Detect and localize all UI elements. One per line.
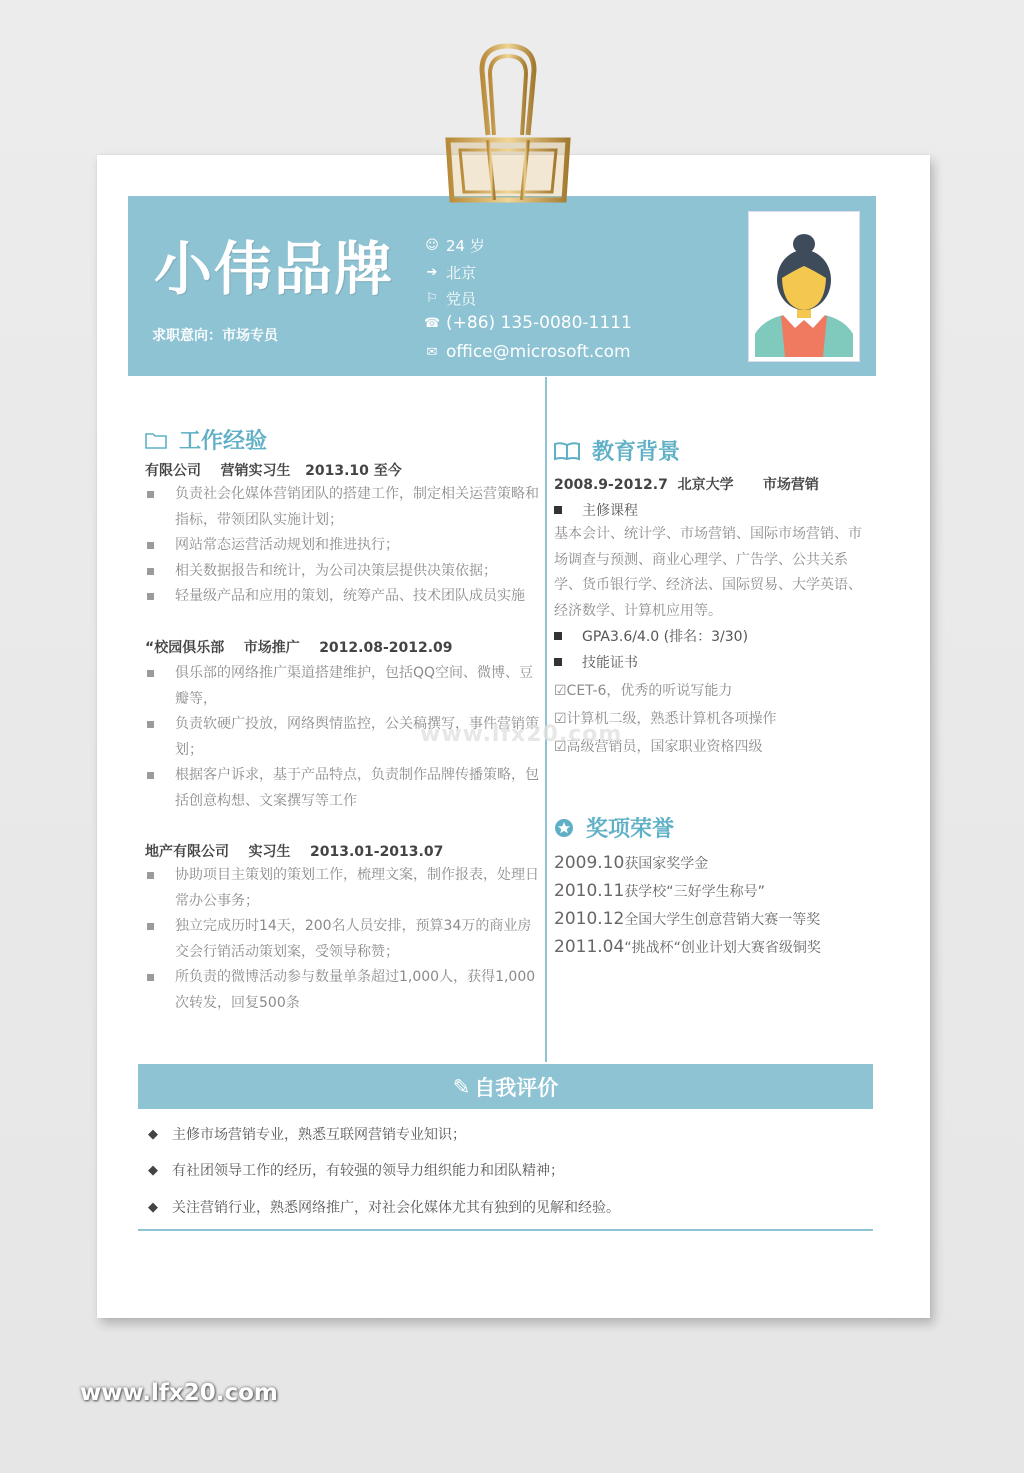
list-item: 网站常态运营活动规划和推进执行； bbox=[145, 533, 541, 559]
education-title-text: 教育背景 bbox=[592, 440, 681, 465]
envelope-icon: ✉ bbox=[426, 344, 438, 360]
contact-phone bbox=[424, 313, 632, 333]
contact-political bbox=[424, 288, 476, 309]
list-item: 俱乐部的网络推广渠道搭建维护，包括QQ空间、微博、豆瓣等， bbox=[145, 661, 541, 712]
award-text: 全国大学生创意营销大赛一等奖 bbox=[624, 912, 821, 928]
contact-email bbox=[424, 342, 631, 362]
list-item: 协助项目主策划的策划工作，梳理文案，制作报表，处理日常办公事务； bbox=[145, 863, 541, 914]
avatar bbox=[748, 211, 860, 362]
square-bullet-icon bbox=[554, 506, 562, 514]
job-heading: 地产有限公司 实习生 2013.01-2013.07 bbox=[145, 844, 444, 860]
folder-icon bbox=[145, 431, 167, 449]
self-eval-title: 自我评价 bbox=[474, 1075, 559, 1100]
diamond-bullet-icon: ◆ bbox=[148, 1199, 158, 1215]
cert-item: ☑CET-6，优秀的听说写能力 bbox=[554, 683, 733, 699]
list-item bbox=[148, 1124, 466, 1144]
award-item bbox=[554, 853, 708, 873]
watermark-center: www.lfx20.com bbox=[420, 722, 623, 747]
avatar-illustration bbox=[753, 216, 855, 357]
diamond-bullet-icon: ◆ bbox=[148, 1162, 158, 1178]
eval-text: 有社团领导工作的经历，有较强的领导力组织能力和团队精神； bbox=[172, 1163, 564, 1179]
list-item: 负责软硬广投放，网络舆情监控，公关稿撰写，事件营销策划； bbox=[145, 712, 541, 763]
job-heading: 有限公司 营销实习生 2013.10 至今 bbox=[145, 463, 402, 479]
list-item bbox=[148, 1197, 620, 1217]
gpa-text: GPA3.6/4.0 (排名：3/30) bbox=[582, 629, 749, 645]
age-value: 24 岁 bbox=[446, 237, 485, 255]
self-eval-header bbox=[138, 1064, 873, 1109]
award-text: 获学校“三好学生称号” bbox=[624, 884, 765, 900]
book-icon bbox=[554, 441, 580, 461]
list-item: 相关数据报告和统计，为公司决策层提供决策依据； bbox=[145, 559, 541, 585]
job-heading: “校园俱乐部 市场推广 2012.08-2012.09 bbox=[145, 640, 453, 656]
column-divider bbox=[545, 377, 547, 1062]
award-year: 2011.04 bbox=[554, 937, 625, 957]
work-section-title bbox=[145, 424, 267, 455]
award-item bbox=[554, 881, 765, 901]
gpa-item bbox=[554, 626, 748, 646]
contact-city bbox=[424, 262, 476, 283]
list-item: 独立完成历时14天，200名人员安排，预算34万的商业房交会行销活动策划案，受领导称赞； bbox=[145, 914, 541, 965]
education-section-title bbox=[554, 435, 680, 466]
award-text: “挑战杯“创业计划大赛省级铜奖 bbox=[624, 940, 821, 956]
courses-label bbox=[554, 500, 638, 520]
phone-value: (+86) 135-0080-1111 bbox=[446, 313, 632, 333]
job-intent: 求职意向：市场专员 bbox=[152, 328, 278, 344]
square-bullet-icon bbox=[554, 658, 562, 666]
courses-label-text: 主修课程 bbox=[582, 503, 638, 519]
city-value: 北京 bbox=[446, 264, 477, 282]
plane-icon: ➔ bbox=[426, 265, 438, 280]
award-year: 2009.10 bbox=[554, 853, 625, 873]
star-badge-icon bbox=[554, 818, 574, 838]
binder-clip-icon bbox=[438, 40, 578, 210]
list-item: 根据客户诉求，基于产品特点，负责制作品牌传播策略，包括创意构想、文案撰写等工作 bbox=[145, 763, 541, 814]
cert-item: ☑高级营销员，国家职业资格四级 bbox=[554, 739, 763, 755]
award-year: 2010.11 bbox=[554, 881, 625, 901]
courses-text: 基本会计、统计学、市场营销、国际市场营销、市场调查与预测、商业心理学、广告学、公共关系学、货币银行学、经济法、国际贸易、大学英语、经济数学、计算机应用等。 bbox=[554, 526, 862, 619]
job-bullets bbox=[145, 482, 541, 610]
bottom-rule bbox=[138, 1229, 873, 1231]
list-item: 轻量级产品和应用的策划，统筹产品、技术团队成员实施 bbox=[145, 584, 541, 610]
awards-title-text: 奖项荣誉 bbox=[586, 817, 675, 842]
education-heading: 2008.9-2012.7 北京大学 市场营销 bbox=[554, 477, 819, 493]
eval-text: 主修市场营销专业，熟悉互联网营销专业知识； bbox=[172, 1127, 466, 1143]
smiley-icon: ☺ bbox=[425, 238, 439, 253]
award-item bbox=[554, 937, 821, 957]
flag-icon: ⚐ bbox=[426, 291, 438, 306]
award-item bbox=[554, 909, 820, 929]
phone-icon: ☎ bbox=[424, 315, 441, 331]
awards-section-title bbox=[554, 812, 674, 843]
eval-text: 关注营销行业，熟悉网络推广，对社会化媒体尤其有独到的见解和经验。 bbox=[172, 1200, 620, 1216]
work-title-text: 工作经验 bbox=[179, 429, 268, 454]
cert-item: ☑计算机二级，熟悉计算机各项操作 bbox=[554, 711, 777, 727]
square-bullet-icon bbox=[554, 632, 562, 640]
list-item: 所负责的微博活动参与数量单条超过1,000人，获得1,000次转发，回复500条 bbox=[145, 965, 541, 1016]
email-value: office@microsoft.com bbox=[446, 342, 631, 362]
list-item bbox=[148, 1160, 564, 1180]
watermark-bottom: www.lfx20.com bbox=[80, 1380, 278, 1406]
award-text: 获国家奖学金 bbox=[624, 856, 709, 872]
diamond-bullet-icon: ◆ bbox=[148, 1126, 158, 1142]
skills-label bbox=[554, 652, 638, 672]
skills-label-text: 技能证书 bbox=[582, 655, 638, 671]
political-value: 党员 bbox=[446, 290, 477, 308]
list-item: 负责社会化媒体营销团队的搭建工作，制定相关运营策略和指标，带领团队实施计划； bbox=[145, 482, 541, 533]
award-year: 2010.12 bbox=[554, 909, 625, 929]
contact-age bbox=[424, 235, 485, 256]
candidate-name: 小伟品牌 bbox=[154, 235, 395, 303]
pencil-icon: ✎ bbox=[452, 1074, 471, 1099]
job-bullets bbox=[145, 863, 541, 1016]
